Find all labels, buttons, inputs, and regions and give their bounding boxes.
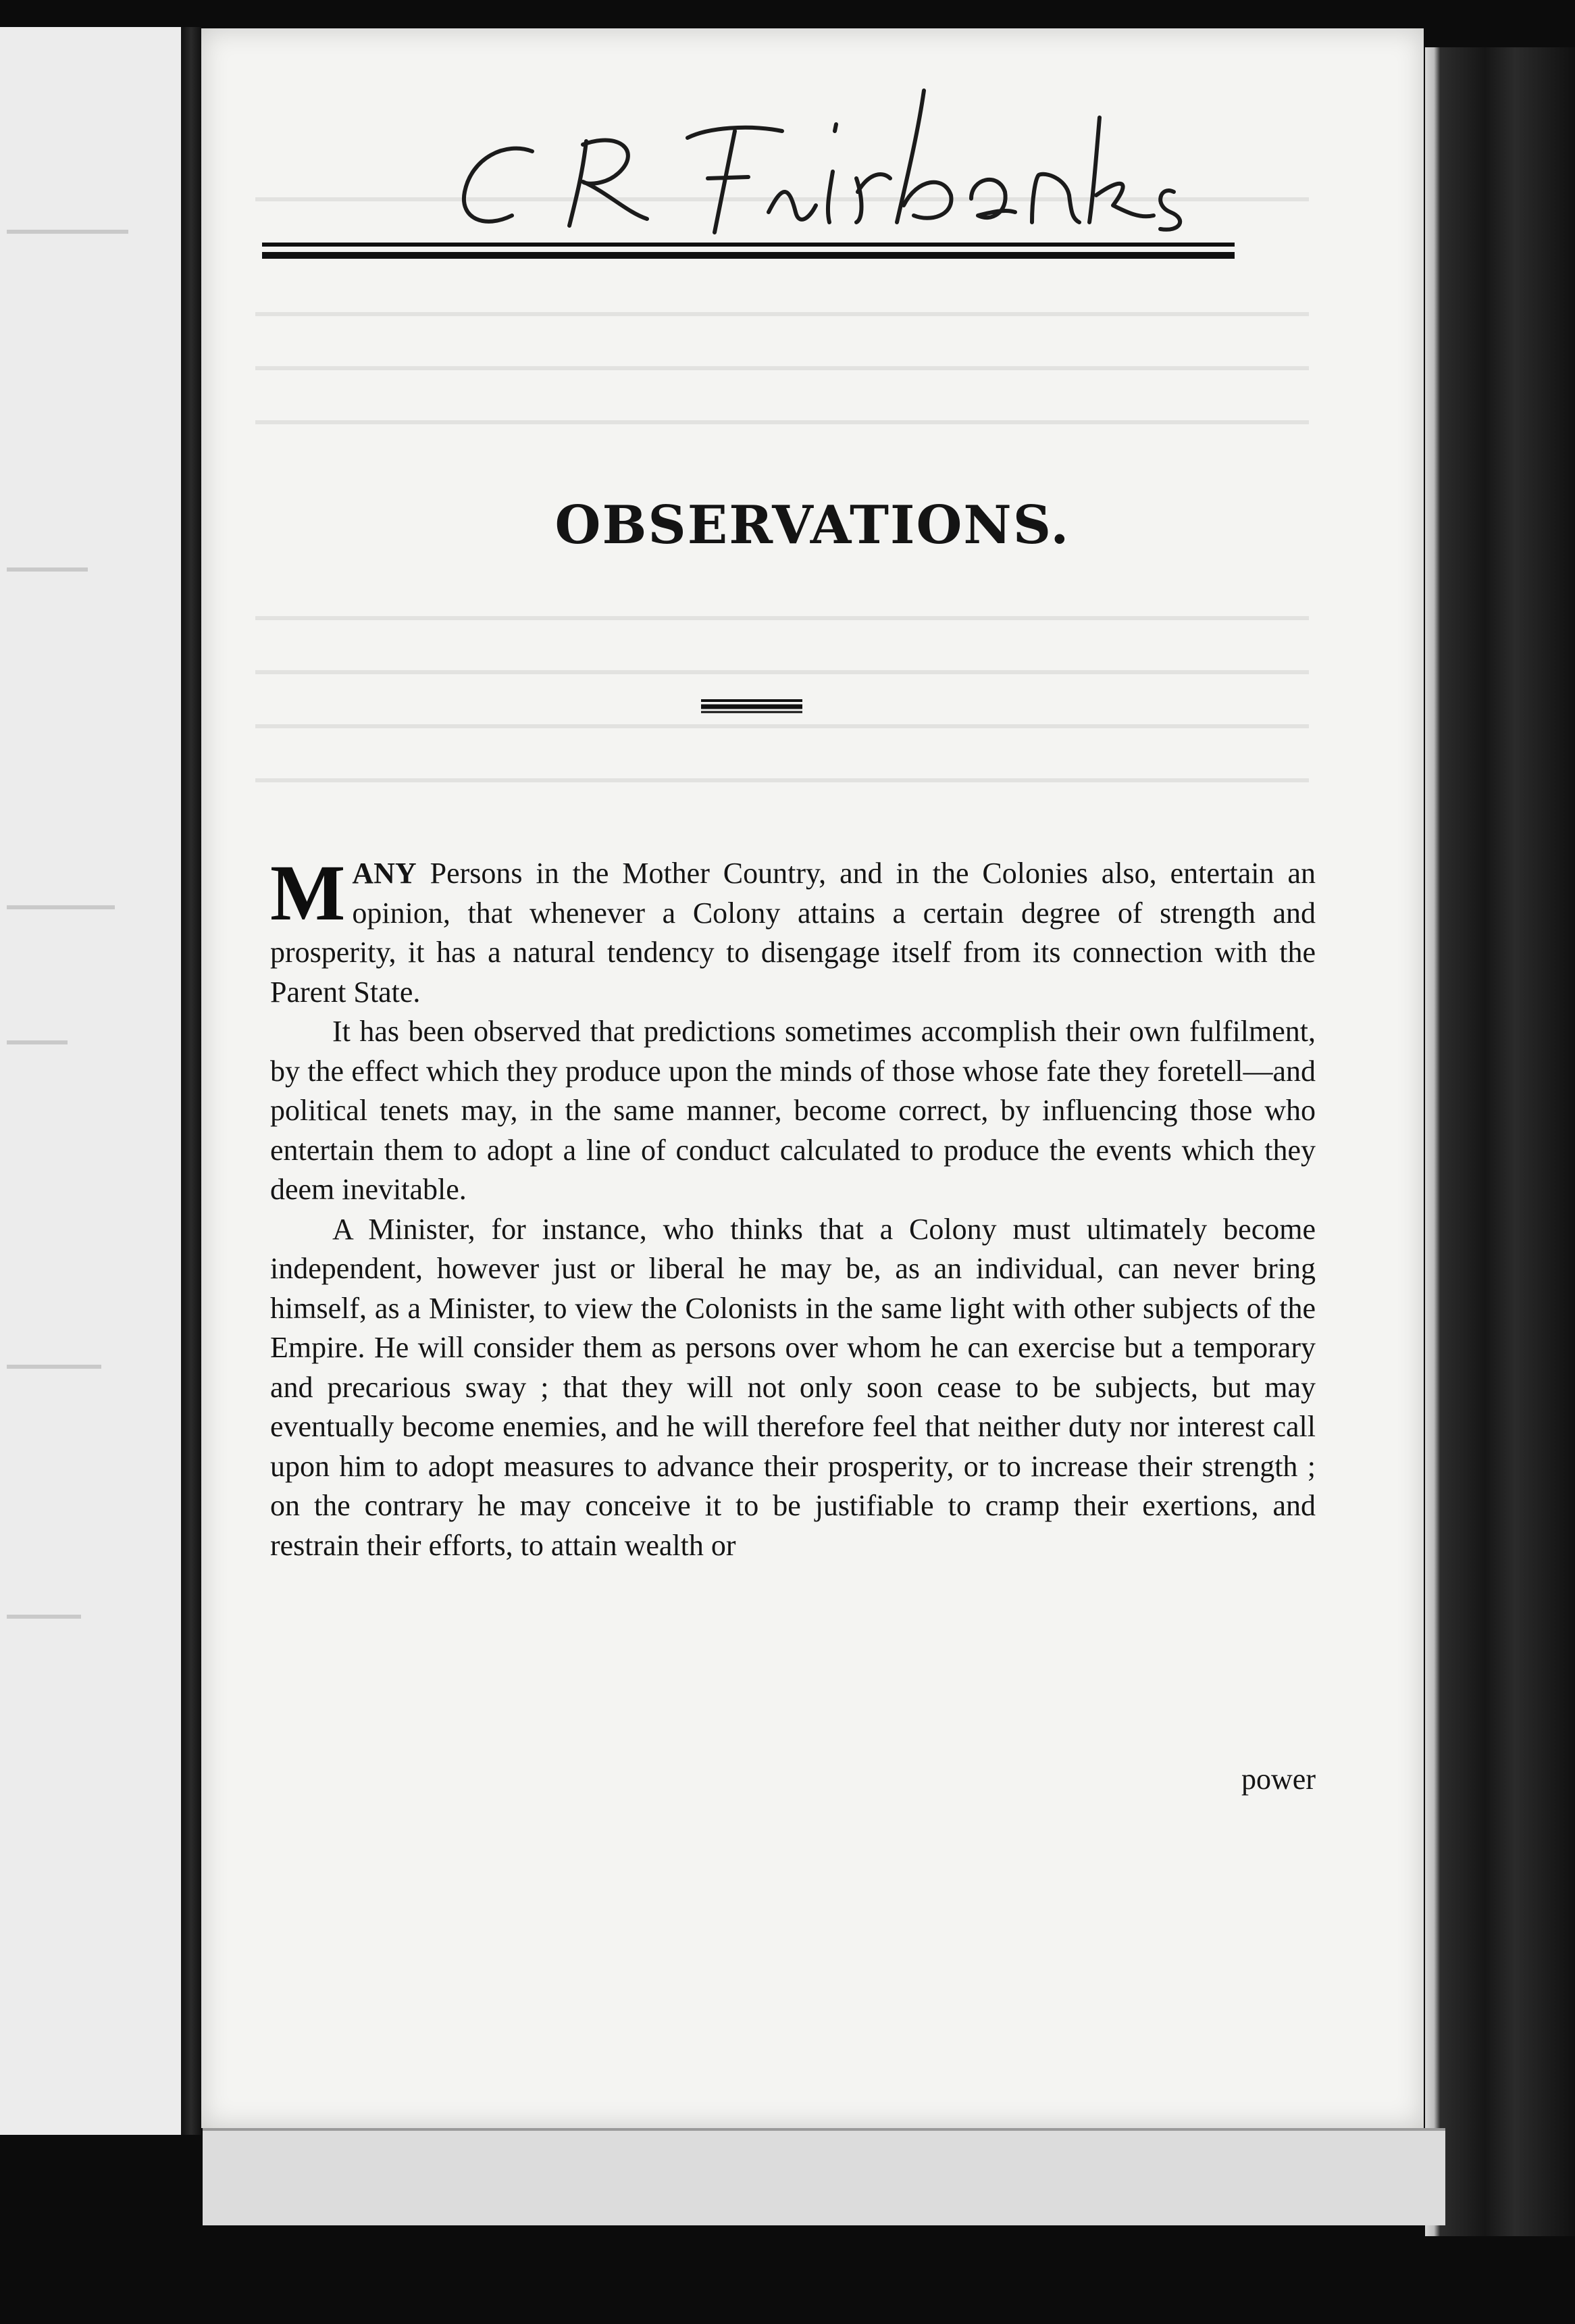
page-stack-bottom xyxy=(203,2128,1445,2225)
page-title: OBSERVATIONS. xyxy=(554,495,1070,556)
drop-cap: M xyxy=(270,849,346,937)
paragraph-2: It has been observed that predictions sometimes accomplish their own fulfilment, by the effect which they produce upon the minds of those whose fate they foretell—and political tenets may, in the same manner, become correct, by influencing those who entertain them to adopt a line of conduct calculated to produce the events which they deem inevitable. xyxy=(270,1015,1316,1206)
header-double-rule xyxy=(262,239,1235,266)
ornamental-rule xyxy=(701,697,802,715)
paragraph-3: A Minister, for instance, who thinks that a Colony must ultimately become independent, however just or liberal he may be, as an individual, can never bring himself, as a Minister, to view the Colonists in the same light with other subjects of the Empire. He will consider them as persons over whom he can exercise but a temporary and precarious sway ; that they will not only soon cease to be subjects, but may eventually become enemies, and he will therefore feel that neither duty nor interest call upon him to adopt measures to advance their prosperity, or to increase their strength ; on the contrary he may conceive it to be justifiable to cramp their exertions, and restrain their efforts, to attain wealth or xyxy=(270,1212,1316,1562)
paragraph-1 xyxy=(270,849,1316,1012)
book-gutter xyxy=(181,27,201,2135)
handwritten-signature xyxy=(431,77,1403,246)
document-page xyxy=(201,28,1424,2128)
body-text xyxy=(270,849,1316,1565)
paragraph-1-text: Persons in the Mother Country, and in the Colonies also, entertain an opinion, that whenever a Colony attains a certain degree of strength and prosperity, it has a natural tendency to disengage itself from its connection with the Parent State. xyxy=(270,857,1316,1009)
book-edge-right xyxy=(1425,47,1575,2236)
catchword: power xyxy=(1241,1763,1316,1796)
lead-word: ANY xyxy=(352,857,417,890)
facing-page-left xyxy=(0,27,185,2135)
